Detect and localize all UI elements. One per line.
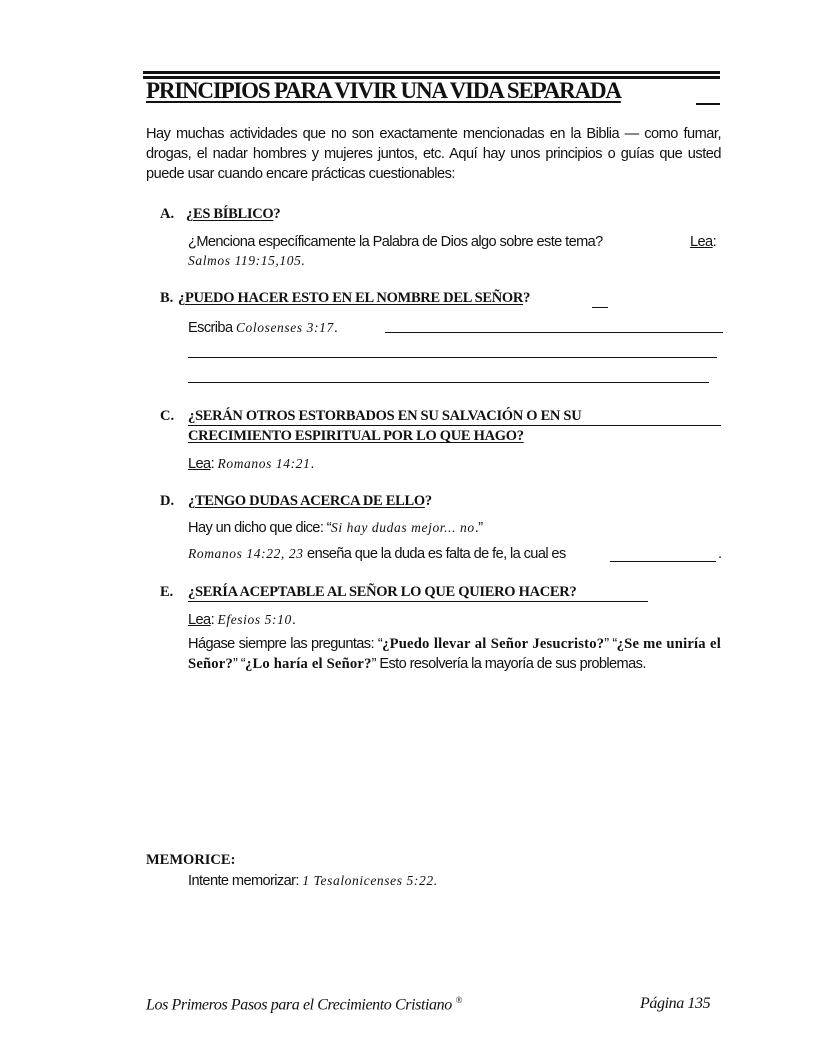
answer-line-4[interactable] — [610, 561, 716, 562]
section-e-heading: ¿SERÍA ACEPTABLE AL SEÑOR LO QUE QUIERO HACER? — [188, 584, 648, 602]
section-a-heading-text: ES BÍBLICO — [192, 206, 274, 222]
section-e-lea: Lea: Efesios 5:10. — [188, 612, 296, 628]
section-a-heading: ¿ES BÍBLICO? — [186, 206, 281, 222]
page-title: PRINCIPIOS PARA VIVIR UNA VIDA SEPARADA — [146, 78, 621, 103]
section-b-ref: Colosenses 3:17 — [235, 320, 334, 335]
section-a-lea: Lea: — [690, 234, 717, 250]
lea-label: Lea — [188, 456, 211, 472]
top-rule-1 — [143, 71, 720, 74]
section-e-letter: E. — [160, 584, 174, 600]
section-c-letter: C. — [160, 408, 175, 424]
section-a-question: ¿Menciona específicamente la Palabra de Dios algo sobre este tema? — [188, 234, 603, 250]
section-b-heading-tail — [592, 307, 608, 308]
section-a-letter: A. — [160, 206, 175, 222]
section-a-ref: Salmos 119:15,105. — [188, 253, 306, 268]
lea-label: Lea — [690, 234, 713, 250]
section-c-ref: Romanos 14:21 — [217, 456, 311, 471]
question-3: ¿Lo haría el Señor? — [244, 656, 372, 672]
section-e-paragraph: Hágase siempre las preguntas: “¿Puedo llevar al Señor Jesucristo?” “¿Se me uniría el Señor?” “¿Lo haría el Señor?” Esto resolvería la mayoría de sus problemas. — [188, 636, 721, 672]
memorize-label: MEMORICE: — [146, 852, 236, 868]
answer-line-2[interactable] — [188, 357, 717, 358]
section-c-heading-line2: CRECIMIENTO ESPIRITUAL POR LO QUE HAGO? — [188, 428, 524, 444]
section-c-heading-line1: ¿SERÁN OTROS ESTORBADOS EN SU SALVACIÓN O EN SU — [188, 408, 721, 426]
answer-line-3[interactable] — [188, 382, 709, 383]
section-c-lea: Lea: Romanos 14:21. — [188, 456, 314, 472]
section-e-ref: Efesios 5:10 — [217, 612, 292, 627]
section-d-letter: D. — [160, 493, 175, 509]
section-b-heading-text: PUEDO HACER ESTO EN EL NOMBRE DEL SEÑOR — [184, 290, 524, 306]
question-2a: ¿Se — [616, 636, 640, 652]
section-d-ref-line: Romanos 14:22, 23 enseña que la duda es falta de fe, la cual es — [188, 546, 566, 562]
answer-line-1[interactable] — [385, 332, 723, 333]
question-1: ¿Puedo llevar al Señor Jesucristo? — [382, 636, 605, 652]
memorize-ref: 1 Tesalonicenses 5:22. — [302, 873, 438, 888]
section-d-heading: ¿TENGO DUDAS ACERCA DE ELLO? — [188, 493, 432, 509]
title-underline-tail — [696, 103, 720, 105]
memorize-text: Intente memorizar: 1 Tesalonicenses 5:22. — [188, 873, 438, 889]
section-d-saying: Hay un dicho que dice: “Si hay dudas mejor... no.” — [188, 520, 483, 536]
footer-book-title: Los Primeros Pasos para el Crecimiento Cristiano ® — [146, 995, 462, 1014]
intro-paragraph: Hay muchas actividades que no son exactamente mencionadas en la Biblia — como fumar, drogas, el nadar hombres y mujeres juntos, etc. Aquí hay unos principios o guías que usted puede usar cuando encare prácticas cuestionables: — [146, 126, 721, 182]
section-b-heading: ¿PUEDO HACER ESTO EN EL NOMBRE DEL SEÑOR? — [178, 290, 531, 306]
section-d-heading-text: TENGO DUDAS ACERCA DE ELLO — [194, 493, 425, 509]
lea-label: Lea — [188, 612, 211, 628]
footer-page-number: Página 135 — [640, 995, 711, 1012]
section-b-letter: B. — [160, 290, 174, 306]
registered-mark: ® — [455, 995, 462, 1005]
section-d-saying-quote: Si hay dudas mejor... no — [330, 520, 475, 535]
section-b-instruction: Escriba Colosenses 3:17. — [188, 320, 338, 336]
question-2b: me uniría el Señor? — [188, 636, 721, 672]
section-d-period: . — [718, 546, 722, 562]
section-d-ref: Romanos 14:22, 23 — [188, 546, 304, 561]
